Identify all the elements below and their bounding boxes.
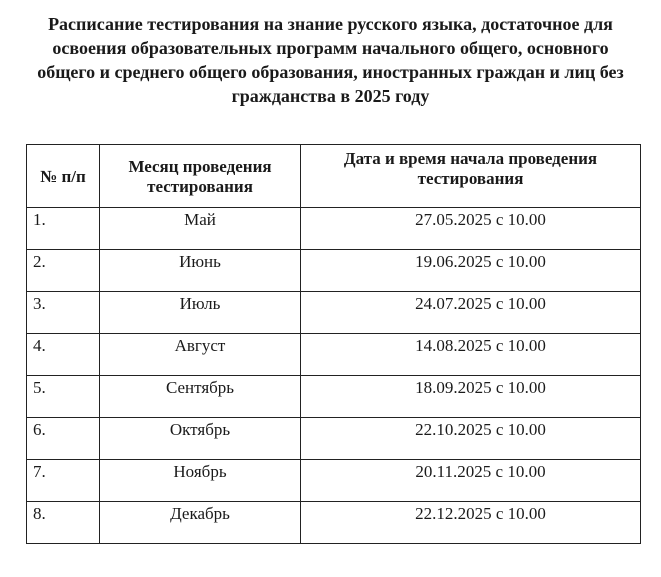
row-month: Август <box>100 334 301 376</box>
title-line: общего и среднего общего образования, иностранных граждан и лиц без <box>37 62 624 82</box>
table-row <box>27 208 641 250</box>
row-number: 2. <box>27 250 100 292</box>
row-number: 1. <box>27 208 100 250</box>
row-date: 24.07.2025 с 10.00 <box>301 292 641 334</box>
row-month: Ноябрь <box>100 460 301 502</box>
row-month: Сентябрь <box>100 376 301 418</box>
row-month: Октябрь <box>100 418 301 460</box>
row-date: 22.10.2025 с 10.00 <box>301 418 641 460</box>
row-month: Декабрь <box>100 502 301 544</box>
table-row <box>27 334 641 376</box>
row-date: 20.11.2025 с 10.00 <box>301 460 641 502</box>
title-line: гражданства в 2025 году <box>231 86 430 106</box>
row-date: 18.09.2025 с 10.00 <box>301 376 641 418</box>
row-date: 27.05.2025 с 10.00 <box>301 208 641 250</box>
header-date: Дата и время начала проведения тестирования <box>301 145 641 208</box>
row-date: 14.08.2025 с 10.00 <box>301 334 641 376</box>
row-month: Май <box>100 208 301 250</box>
row-month: Июнь <box>100 250 301 292</box>
row-number: 5. <box>27 376 100 418</box>
title-line: Расписание тестирования на знание русского языка, достаточное для <box>48 14 613 34</box>
row-number: 4. <box>27 334 100 376</box>
row-date: 19.06.2025 с 10.00 <box>301 250 641 292</box>
row-number: 6. <box>27 418 100 460</box>
row-number: 7. <box>27 460 100 502</box>
table-row <box>27 292 641 334</box>
row-month: Июль <box>100 292 301 334</box>
table-row <box>27 418 641 460</box>
table-row <box>27 460 641 502</box>
table-row <box>27 376 641 418</box>
header-month: Месяц проведения тестирования <box>100 145 301 208</box>
row-date: 22.12.2025 с 10.00 <box>301 502 641 544</box>
row-number: 8. <box>27 502 100 544</box>
table-header-row <box>27 145 641 208</box>
row-number: 3. <box>27 292 100 334</box>
table-row <box>27 250 641 292</box>
document-title <box>20 12 641 108</box>
title-line: освоения образовательных программ начального общего, основного <box>52 38 609 58</box>
header-number: № п/п <box>27 145 100 208</box>
schedule-table <box>26 144 641 544</box>
table-row <box>27 502 641 544</box>
